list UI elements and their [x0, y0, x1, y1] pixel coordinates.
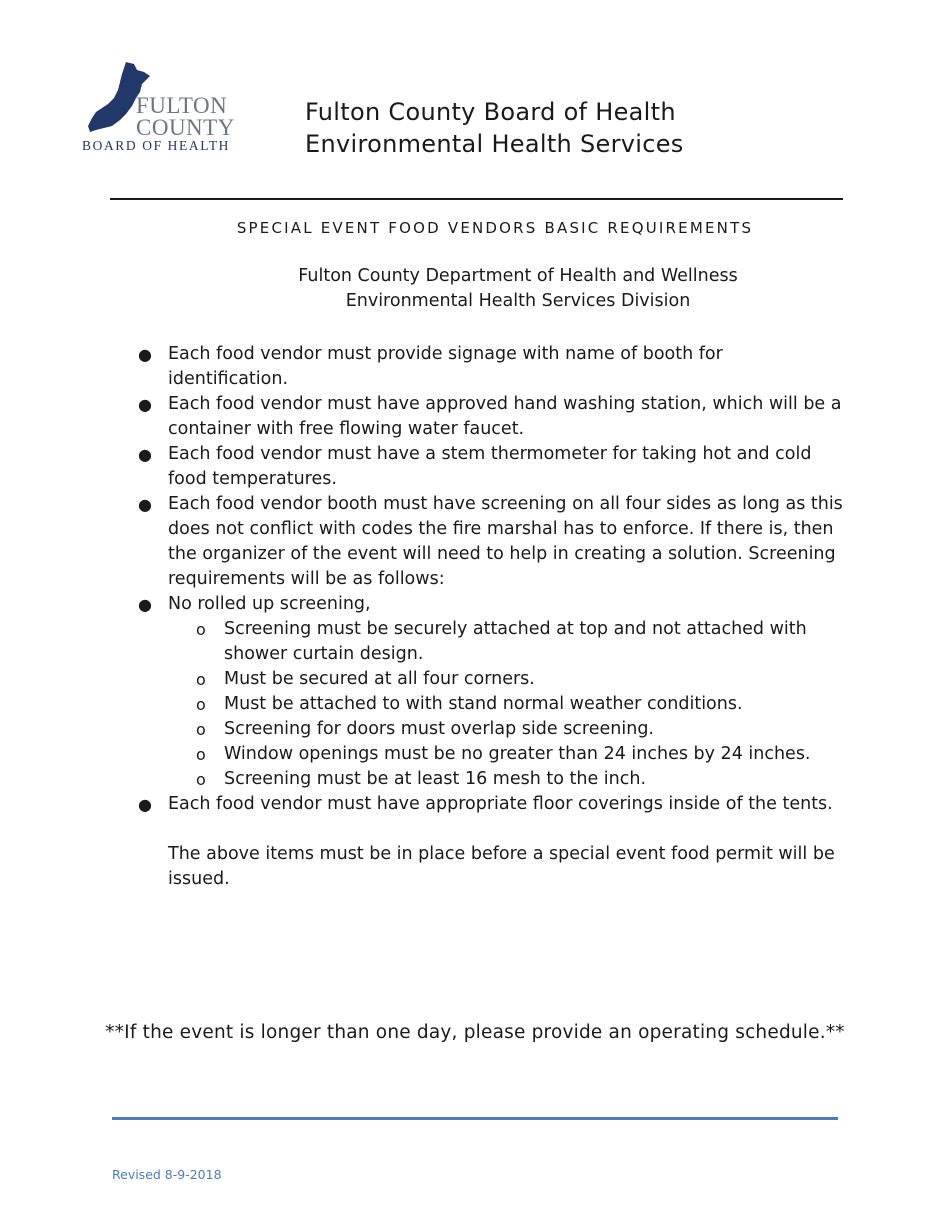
header-divider — [110, 198, 843, 200]
circle-bullet-icon: o — [196, 745, 206, 764]
footer-divider — [112, 1117, 838, 1120]
list-item-text: Each food vendor must have appropriate floor coverings inside of the tents. — [168, 794, 833, 814]
page-title — [305, 96, 684, 160]
sub-list-item-text: Screening for doors must overlap side screening. — [224, 719, 654, 739]
bullet-icon: ● — [138, 795, 152, 814]
circle-bullet-icon: o — [196, 770, 206, 789]
circle-bullet-icon: o — [196, 720, 206, 739]
sub-list-item — [138, 742, 848, 767]
department-name: Fulton County Department of Health and Wellness — [298, 266, 738, 286]
title-line-2: Environmental Health Services — [305, 130, 684, 158]
sub-list-item — [138, 692, 848, 717]
list-item-text: Each food vendor booth must have screening on all four sides as long as this does not conflict with codes the fire marshal has to enforce. If there is, then the organizer of the event will need to help in creating a solution. Screening requirements will be as follows: — [168, 494, 843, 589]
sub-list-item — [138, 617, 848, 667]
operating-schedule-note: **If the event is longer than one day, please provide an operating schedule.** — [105, 1022, 845, 1043]
department-block — [292, 264, 744, 314]
sub-list-item-text: Screening must be at least 16 mesh to the inch. — [224, 769, 647, 789]
list-item — [138, 342, 848, 392]
list-item — [138, 392, 848, 442]
revision-date: Revised 8-9-2018 — [112, 1167, 222, 1182]
list-item — [138, 442, 848, 492]
sub-list-item-text: Window openings must be no greater than 24 inches by 24 inches. — [224, 744, 811, 764]
sub-list-item — [138, 767, 848, 792]
requirements-list — [138, 342, 848, 892]
title-line-1: Fulton County Board of Health — [305, 98, 676, 126]
sub-list-item-text: Screening must be securely attached at top and not attached with shower curtain design. — [224, 619, 807, 664]
logo-board-of-health: BOARD OF HEALTH — [82, 138, 231, 153]
bullet-icon: ● — [138, 595, 152, 614]
bullet-icon: ● — [138, 495, 152, 514]
list-item-text: No rolled up screening, — [168, 594, 371, 614]
logo-wordmark — [82, 93, 256, 153]
sub-list-item — [138, 717, 848, 742]
list-item-text: Each food vendor must provide signage with name of booth for identification. — [168, 344, 723, 389]
circle-bullet-icon: o — [196, 620, 206, 639]
bullet-icon: ● — [138, 395, 152, 414]
closing-statement: The above items must be in place before a special event food permit will be issued. — [168, 844, 835, 889]
list-item — [138, 592, 848, 617]
logo-fulton: FULTON — [136, 93, 228, 118]
list-item — [138, 492, 848, 592]
list-item — [138, 792, 848, 817]
circle-bullet-icon: o — [196, 670, 206, 689]
bullet-icon: ● — [138, 345, 152, 364]
bullet-icon: ● — [138, 445, 152, 464]
logo-county: COUNTY — [136, 115, 235, 140]
list-item-text: Each food vendor must have approved hand washing station, which will be a container with free flowing water faucet. — [168, 394, 842, 439]
sub-list-item-text: Must be secured at all four corners. — [224, 669, 535, 689]
sub-list-item — [138, 667, 848, 692]
document-subtitle: SPECIAL EVENT FOOD VENDORS BASIC REQUIREMENTS — [236, 219, 754, 237]
division-name: Environmental Health Services Division — [345, 291, 691, 311]
circle-bullet-icon: o — [196, 695, 206, 714]
sub-list-item-text: Must be attached to with stand normal weather conditions. — [224, 694, 743, 714]
list-item-text: Each food vendor must have a stem thermometer for taking hot and cold food temperatures. — [168, 444, 812, 489]
